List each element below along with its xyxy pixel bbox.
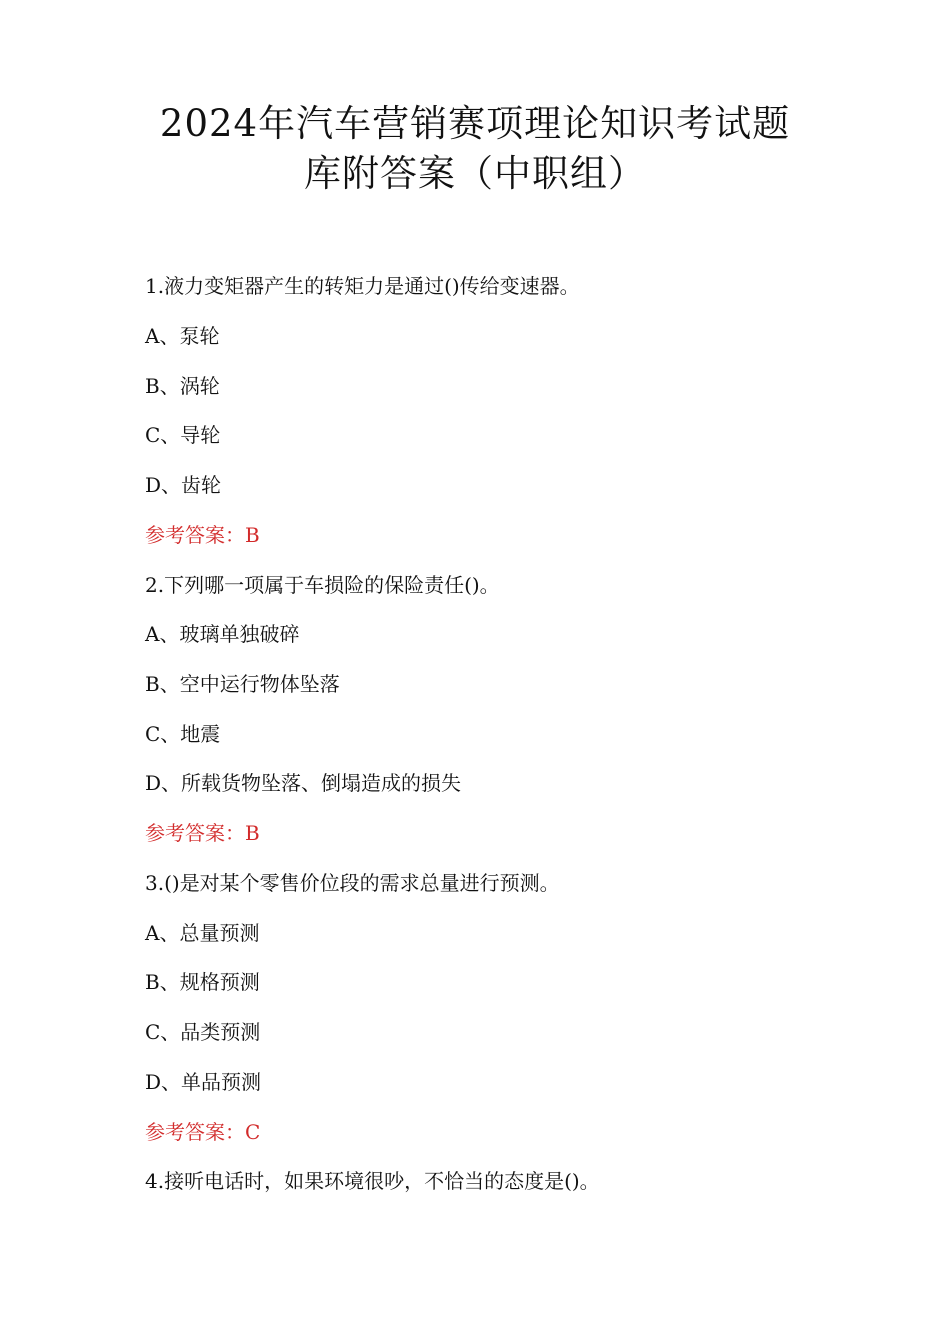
question-option: A、玻璃单独破碎: [145, 622, 300, 646]
question-stem: 1.液力变矩器产生的转矩力是通过()传给变速器。: [145, 274, 580, 298]
question-option: D、所载货物坠落、倒塌造成的损失: [145, 771, 462, 795]
question-option: B、涡轮: [145, 374, 220, 398]
answer-value: B: [245, 821, 260, 845]
question-stem: 2.下列哪一项属于车损险的保险责任()。: [145, 573, 500, 597]
question-option: B、规格预测: [145, 970, 260, 994]
answer-value: B: [245, 523, 260, 547]
question-option: D、单品预测: [145, 1070, 262, 1094]
question-option: C、地震: [145, 722, 221, 746]
question-option: C、品类预测: [145, 1020, 261, 1044]
question-option: D、齿轮: [145, 473, 222, 497]
question-option: C、导轮: [145, 423, 221, 447]
answer-label: 参考答案：: [145, 523, 245, 547]
document-title-line-2: 库附答案（中职组）: [304, 152, 646, 195]
question-stem: 4.接听电话时，如果环境很吵，不恰当的态度是()。: [145, 1169, 600, 1193]
answer-line: [145, 1118, 260, 1146]
question-stem: 3.()是对某个零售价位段的需求总量进行预测。: [145, 871, 560, 895]
answer-line: [145, 819, 260, 847]
question-option: A、总量预测: [145, 921, 260, 945]
question-option: B、空中运行物体坠落: [145, 672, 340, 696]
question-option: A、泵轮: [145, 324, 220, 348]
answer-label: 参考答案：: [145, 821, 245, 845]
answer-line: [145, 521, 260, 549]
document-title-line-1: 2024年汽车营销赛项理论知识考试题: [159, 102, 791, 145]
answer-label: 参考答案：: [145, 1120, 245, 1144]
answer-value: C: [245, 1120, 261, 1144]
